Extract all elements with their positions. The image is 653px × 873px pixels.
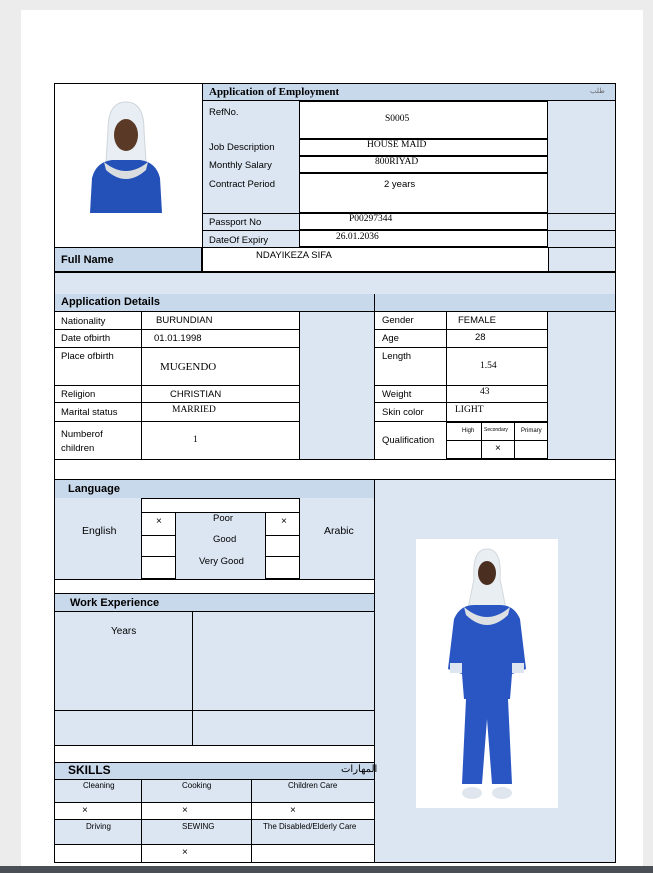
contract-label: Contract Period xyxy=(209,179,276,190)
work-divider xyxy=(192,611,193,746)
expiry-label: DateOf Expiry xyxy=(209,235,269,246)
gender-label: Gender xyxy=(382,315,414,326)
work-spacer xyxy=(55,747,374,762)
lang-english: English xyxy=(82,525,117,537)
skills-row1-marks xyxy=(55,802,374,820)
salary-box xyxy=(299,156,548,173)
fullname-value: NDAYIKEZA SIFA xyxy=(256,250,332,261)
religion-label: Religion xyxy=(61,389,96,400)
skills-divider xyxy=(141,779,142,862)
qual-primary: Primary xyxy=(521,428,542,434)
qual-high: High xyxy=(462,428,475,434)
dob-label: Date ofbirth xyxy=(61,333,111,344)
sewing-mark: × xyxy=(182,847,188,858)
dob-value: 01.01.1998 xyxy=(154,333,202,344)
children-care-mark: × xyxy=(290,805,296,816)
skills-title: SKILLS xyxy=(68,763,111,777)
left-arabic-col xyxy=(300,312,374,459)
arabic-label: ﻃﻠﺐ xyxy=(590,88,605,95)
religion-value: CHRISTIAN xyxy=(170,389,222,400)
portrait-photo xyxy=(86,100,166,213)
lang-good: Good xyxy=(213,534,237,545)
photo-divider xyxy=(202,84,203,272)
job-label: Job Description xyxy=(209,142,275,153)
marital-label: Marital status xyxy=(61,407,118,418)
form-title: Application of Employment xyxy=(209,86,340,98)
row-divider xyxy=(202,213,615,214)
bottom-taskbar xyxy=(0,866,653,873)
full-body-photo xyxy=(416,539,558,808)
nationality-label: Nationality xyxy=(61,316,106,327)
language-spacer xyxy=(55,579,374,594)
salary-label: Monthly Salary xyxy=(209,160,272,171)
lang-arabic: Arabic xyxy=(324,525,354,537)
children-value: 1 xyxy=(193,435,198,445)
expiry-value: 26.01.2036 xyxy=(336,232,379,242)
skills-divider xyxy=(251,779,252,862)
nationality-value: BURUNDIAN xyxy=(156,315,213,326)
lang-poor: Poor xyxy=(213,513,234,524)
refno-label: RefNo. xyxy=(209,107,239,118)
passport-label: Passport No xyxy=(209,217,262,228)
details-section-bg xyxy=(55,272,615,294)
lang-very-good: Very Good xyxy=(199,556,244,567)
qual-secondary: Secondary xyxy=(484,427,508,433)
weight-label: Weight xyxy=(382,389,412,400)
right-panel-divider xyxy=(374,480,375,862)
age-value: 28 xyxy=(475,332,486,343)
spacer-row xyxy=(55,459,615,480)
work-title: Work Experience xyxy=(70,597,160,609)
arabic-poor-mark: × xyxy=(281,516,287,527)
qualification-label: Qualification xyxy=(382,435,435,446)
skill-cooking: Cooking xyxy=(182,781,212,790)
row-divider xyxy=(202,230,615,231)
pob-label: Place ofbirth xyxy=(61,351,114,362)
length-label: Length xyxy=(382,351,412,362)
skills-row2-marks xyxy=(55,844,374,862)
work-divider xyxy=(55,710,374,711)
marital-value: MARRIED xyxy=(172,405,216,415)
skills-title-arabic: المهارات xyxy=(341,764,378,775)
lang-divider xyxy=(265,512,266,579)
qual-secondary-mark: × xyxy=(495,443,501,454)
qual-divider xyxy=(446,440,548,441)
language-title: Language xyxy=(68,483,120,495)
job-value: HOUSE MAID xyxy=(367,140,427,150)
salary-value: 800RIYAD xyxy=(375,157,419,167)
cleaning-mark: × xyxy=(82,805,88,816)
children-label-2: children xyxy=(61,443,95,454)
fullname-label: Full Name xyxy=(61,254,114,266)
work-years: Years xyxy=(111,626,137,637)
passport-box xyxy=(299,213,548,230)
passport-value: P00297344 xyxy=(349,214,393,224)
arabic-column xyxy=(548,101,615,247)
gender-value: FEMALE xyxy=(458,315,497,326)
refno-box xyxy=(299,101,548,139)
weight-value: 43 xyxy=(480,387,490,397)
contract-value: 2 years xyxy=(384,179,416,190)
fullname-arabic-cell xyxy=(548,247,615,272)
english-poor-mark: × xyxy=(156,516,162,527)
details-title: Application Details xyxy=(61,296,161,308)
skin-value: LIGHT xyxy=(455,405,484,415)
skill-children-care: Children Care xyxy=(288,781,338,790)
length-value: 1.54 xyxy=(480,361,497,371)
pob-value: MUGENDO xyxy=(160,361,217,373)
skill-sewing: SEWING xyxy=(182,822,215,831)
age-label: Age xyxy=(382,333,399,344)
skill-driving: Driving xyxy=(86,822,111,831)
children-label-1: Numberof xyxy=(61,429,103,440)
fullname-value-cell xyxy=(202,247,548,272)
work-body xyxy=(55,611,374,746)
refno-value: S0005 xyxy=(385,114,410,124)
skill-cleaning: Cleaning xyxy=(83,781,115,790)
contract-box xyxy=(299,173,548,213)
skin-label: Skin color xyxy=(382,407,424,418)
cooking-mark: × xyxy=(182,805,188,816)
right-arabic-col xyxy=(548,312,615,459)
skill-elderly-care: The Disabled/Elderly Care xyxy=(263,822,357,831)
